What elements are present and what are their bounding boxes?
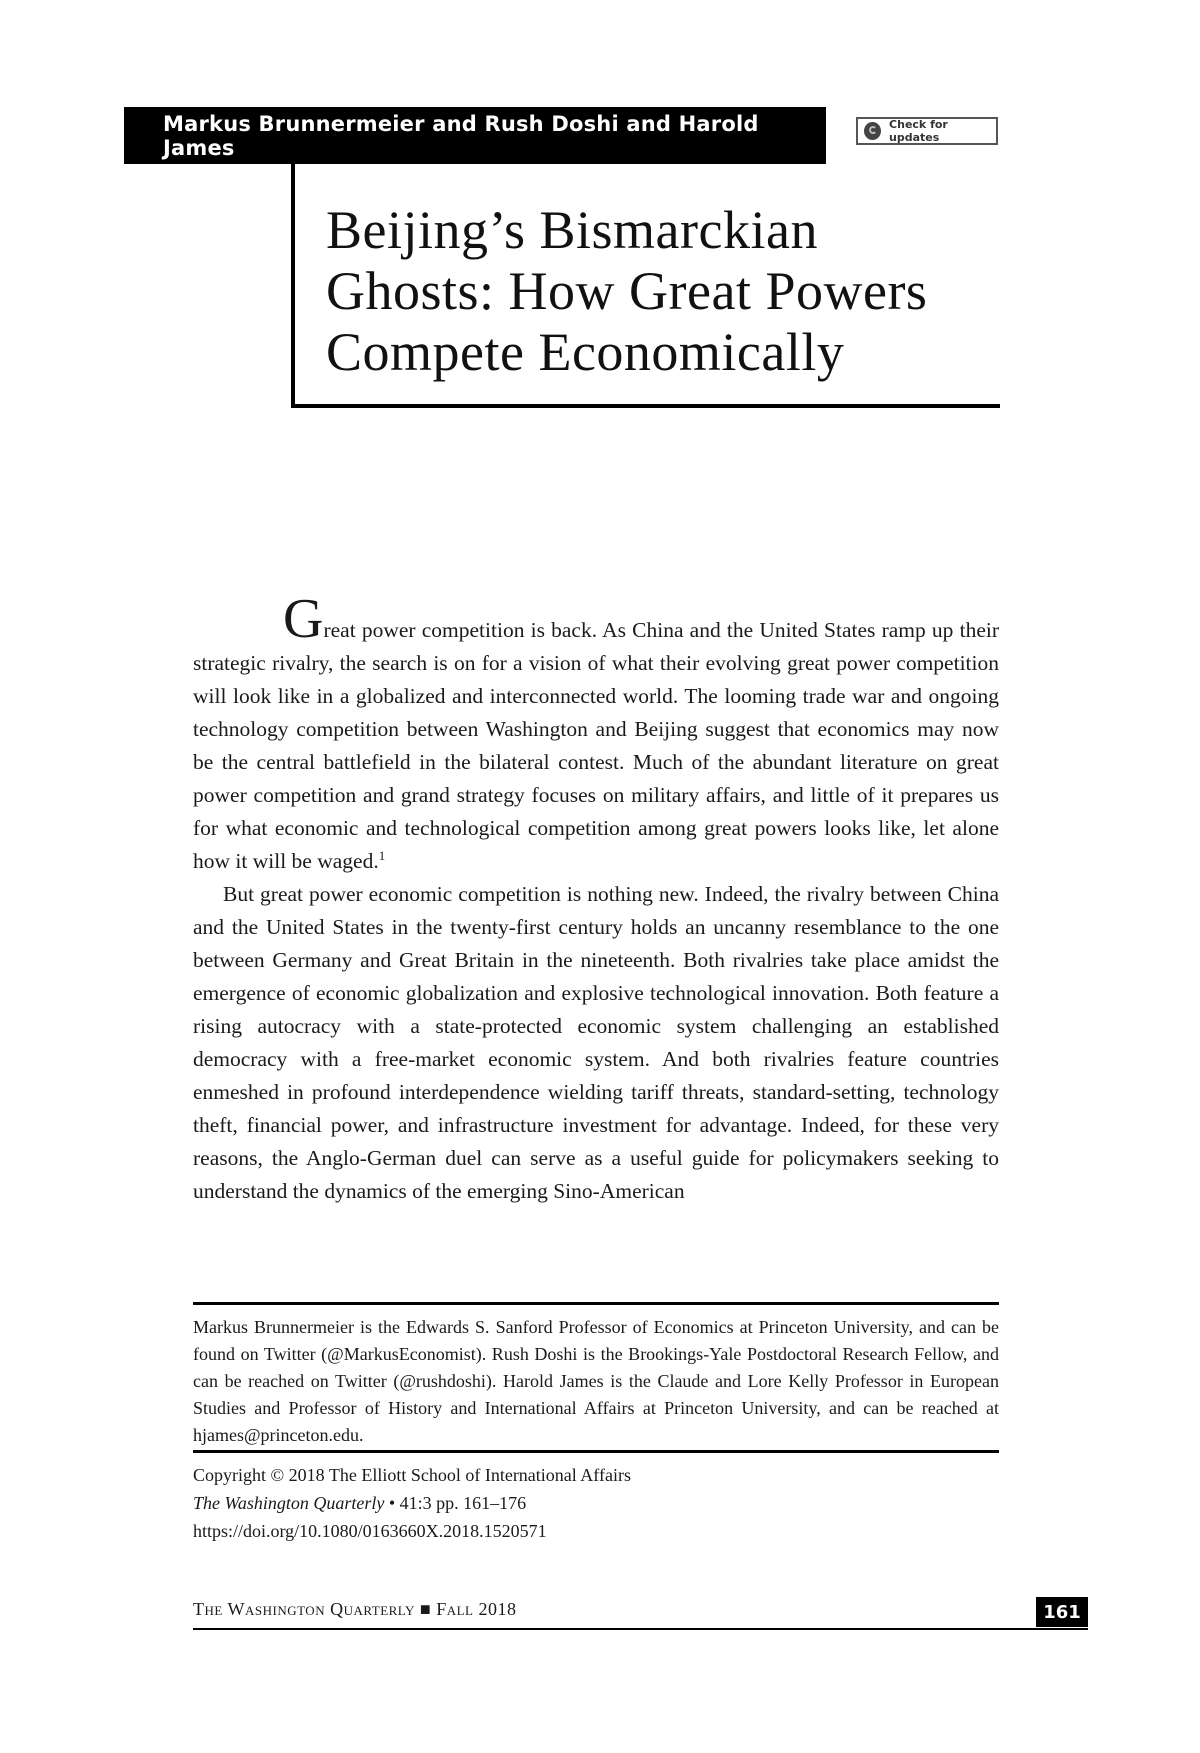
footer-rule — [193, 1628, 1088, 1630]
drop-cap: G — [283, 588, 324, 650]
footnote-ref-1[interactable]: 1 — [378, 847, 386, 863]
check-for-updates-button[interactable] — [856, 117, 998, 145]
copyright-divider — [193, 1450, 999, 1453]
refresh-icon — [864, 122, 881, 140]
paragraph-2: But great power economic competition is nothing new. Indeed, the rivalry between China and the United States in the twenty-first century holds an uncanny resemblance to the one between Germany and Great Britain in the nineteenth. Both rivalries take place amidst the emergence of economic globalization and explosive technological innovation. Both feature a rising autocracy with a state-protected economic system challenging an established democracy with a free-market economic system. And both rivalries feature countries enmeshed in profound interdependence wielding tariff threats, standard-setting, technology theft, financial power, and infrastructure investment for advantage. Indeed, for these very reasons, the Anglo-German duel can serve as a useful guide for policymakers seeking to understand the dynamics of the emerging Sino-American — [193, 882, 999, 1203]
check-for-updates-label: Check for updates — [889, 118, 948, 144]
title-line-1: Beijing’s Bismarckian — [326, 200, 818, 260]
copyright-block — [193, 1461, 893, 1545]
page-number-text: 161 — [1043, 1601, 1081, 1623]
paragraph-1 — [193, 588, 999, 878]
author-bar — [124, 107, 826, 164]
paragraph-1-text: reat power competition is back. As China and the United States ramp up their strategic rivalry, the search is on for a vision of what their evolving great power competition will look like in a globalized and interconnected world. The looming trade war and ongoing technology competition between Washington and Beijing suggest that economics may now be the central battlefield in the bilateral contest. Much of the abundant literature on great power competition and grand strategy focuses on military affairs, and little of it prepares us for what economic and technological competition among great powers looks like, let alone how it will be waged. — [193, 618, 999, 873]
doi-link[interactable]: https://doi.org/10.1080/0163660X.2018.1520571 — [193, 1521, 547, 1541]
citation-line — [193, 1489, 893, 1517]
author-note: Markus Brunnermeier is the Edwards S. Sanford Professor of Economics at Princeton University, and can be found on Twitter (@MarkusEconomist). Rush Doshi is the Brookings-Yale Postdoctoral Research Fellow, and can be reached on Twitter (@rushdoshi). Harold James is the Claude and Lore Kelly Professor in European Studies and Professor of History and International Affairs at Princeton University, and can be reached at hjames@princeton.edu. — [193, 1317, 999, 1445]
copyright-line: Copyright © 2018 The Elliott School of International Affairs — [193, 1465, 631, 1485]
citation-text: • 41:3 pp. 161–176 — [384, 1493, 527, 1513]
footer-journal: The Washington Quarterly ■ Fall 2018 — [193, 1599, 517, 1619]
footnote-divider — [193, 1302, 999, 1305]
page-number — [1036, 1597, 1088, 1627]
article-title — [326, 200, 1006, 383]
journal-name: The Washington Quarterly — [193, 1493, 385, 1513]
title-line-2: Ghosts: How Great Powers — [326, 261, 928, 321]
title-line-3: Compete Economically — [326, 322, 845, 382]
article-body — [193, 588, 999, 1208]
authors-text: Markus Brunnermeier and Rush Doshi and Harold James — [163, 111, 759, 160]
